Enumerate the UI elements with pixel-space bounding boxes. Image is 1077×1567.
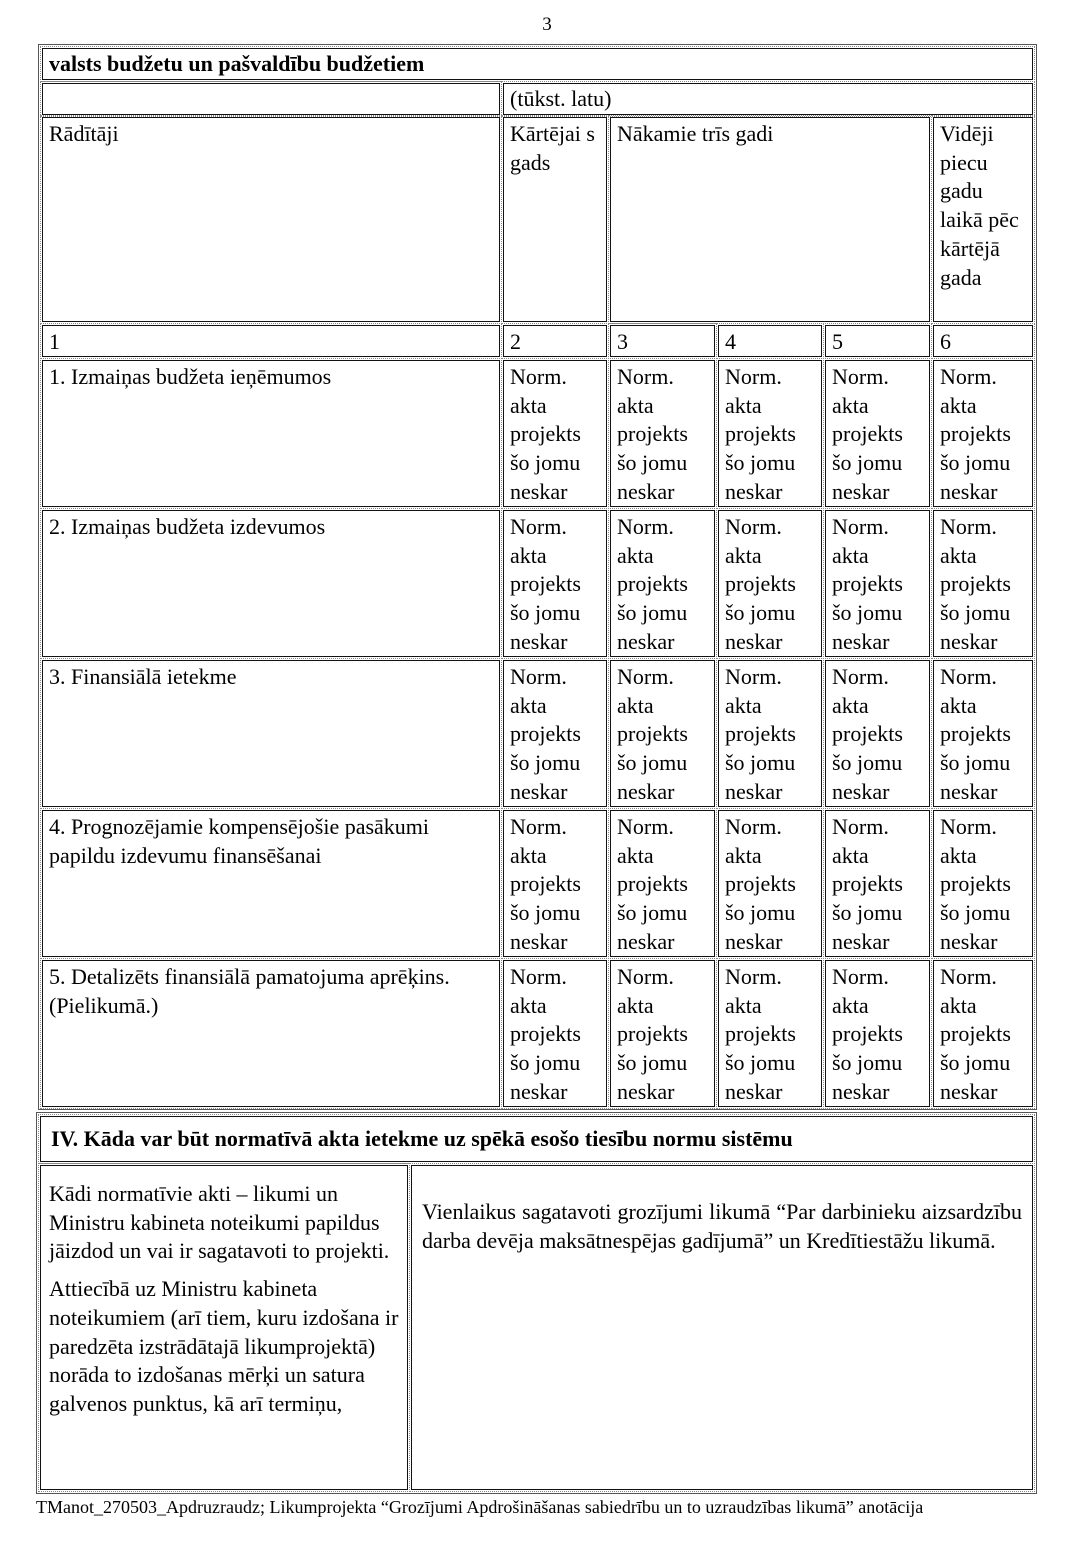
row-value: Norm. akta projekts šo jomu neskar (825, 360, 930, 507)
row-value: Norm. akta projekts šo jomu neskar (610, 660, 715, 807)
row-value: Norm. akta projekts šo jomu neskar (610, 810, 715, 957)
row-value: Norm. akta projekts šo jomu neskar (933, 360, 1033, 507)
document-footer: TManot_270503_Apdruzraudz; Likumprojekta “Grozījumi Apdrošināšanas sabiedrību un to uzraudzības likumā” anotācija (36, 1497, 924, 1517)
row-value: Norm. akta projekts šo jomu neskar (610, 360, 715, 507)
row-value: Norm. akta projekts šo jomu neskar (825, 660, 930, 807)
row-value: Norm. akta projekts šo jomu neskar (718, 660, 822, 807)
row-label: 1. Izmaiņas budžeta ieņēmumos (42, 360, 500, 507)
row-value: Norm. akta projekts šo jomu neskar (718, 510, 822, 657)
unit-label: (tūkst. latu) (503, 83, 1033, 115)
row-value: Norm. akta projekts šo jomu neskar (610, 510, 715, 657)
row-label: 4. Prognozējamie kompensējošie pasākumi papildu izdevumu finansēšanai (42, 810, 500, 957)
section-title: valsts budžetu un pašvaldību budžetiem (42, 48, 1033, 80)
header-next-three-years: Nākamie trīs gadi (610, 117, 930, 322)
row-value: Norm. akta projekts šo jomu neskar (718, 360, 822, 507)
row-value: Norm. akta projekts šo jomu neskar (933, 810, 1033, 957)
header-indicators: Rādītāji (42, 117, 500, 322)
row-value: Norm. akta projekts šo jomu neskar (933, 510, 1033, 657)
colnum-4: 4 (718, 325, 822, 357)
row-label: 5. Detalizēts finansiālā pamatojuma aprēķins. (Pielikumā.) (42, 960, 500, 1107)
section-iv-question (40, 1165, 408, 1490)
row-value: Norm. akta projekts šo jomu neskar (503, 360, 607, 507)
row-value: Norm. akta projekts šo jomu neskar (503, 660, 607, 807)
row-value: Norm. akta projekts šo jomu neskar (825, 810, 930, 957)
row-value: Norm. akta projekts šo jomu neskar (933, 660, 1033, 807)
header-current-year: Kārtējai s gads (503, 117, 607, 322)
colnum-1: 1 (42, 325, 500, 357)
section-iv-title: IV. Kāda var būt normatīvā akta ietekme uz spēkā esošo tiesību normu sistēmu (40, 1116, 1033, 1162)
question-paragraph-1: Kādi normatīvie akti – likumi un Ministru kabineta noteikumi papildus jāizdod un vai ir sagatavoti to projekti. (49, 1181, 390, 1264)
colnum-6: 6 (933, 325, 1033, 357)
row-value: Norm. akta projekts šo jomu neskar (503, 960, 607, 1107)
colnum-2: 2 (503, 325, 607, 357)
question-paragraph-2: Attiecībā uz Ministru kabineta noteikumiem (arī tiem, kuru izdošana ir paredzēta izstrādātajā likumprojektā) norāda to izdošanas mērķi un satura galvenos punktus, kā arī termiņu, (49, 1276, 399, 1416)
row-value: Norm. akta projekts šo jomu neskar (825, 510, 930, 657)
row-value: Norm. akta projekts šo jomu neskar (825, 960, 930, 1107)
row-value: Norm. akta projekts šo jomu neskar (933, 960, 1033, 1107)
header-five-year-average: Vidēji piecu gadu laikā pēc kārtējā gada (933, 117, 1033, 322)
row-label: 2. Izmaiņas budžeta izdevumos (42, 510, 500, 657)
page-number: 3 (542, 14, 552, 35)
row-value: Norm. akta projekts šo jomu neskar (610, 960, 715, 1107)
row-value: Norm. akta projekts šo jomu neskar (503, 810, 607, 957)
unit-spacer (42, 83, 500, 115)
colnum-5: 5 (825, 325, 930, 357)
section-iv-answer: Vienlaikus sagatavoti grozījumi likumā “Par darbinieku aizsardzību darba devēja maksātnespējas gadījumā” un Kredītiestāžu likumā. (411, 1165, 1033, 1490)
row-value: Norm. akta projekts šo jomu neskar (718, 810, 822, 957)
colnum-3: 3 (610, 325, 715, 357)
row-value: Norm. akta projekts šo jomu neskar (718, 960, 822, 1107)
row-label: 3. Finansiālā ietekme (42, 660, 500, 807)
row-value: Norm. akta projekts šo jomu neskar (503, 510, 607, 657)
